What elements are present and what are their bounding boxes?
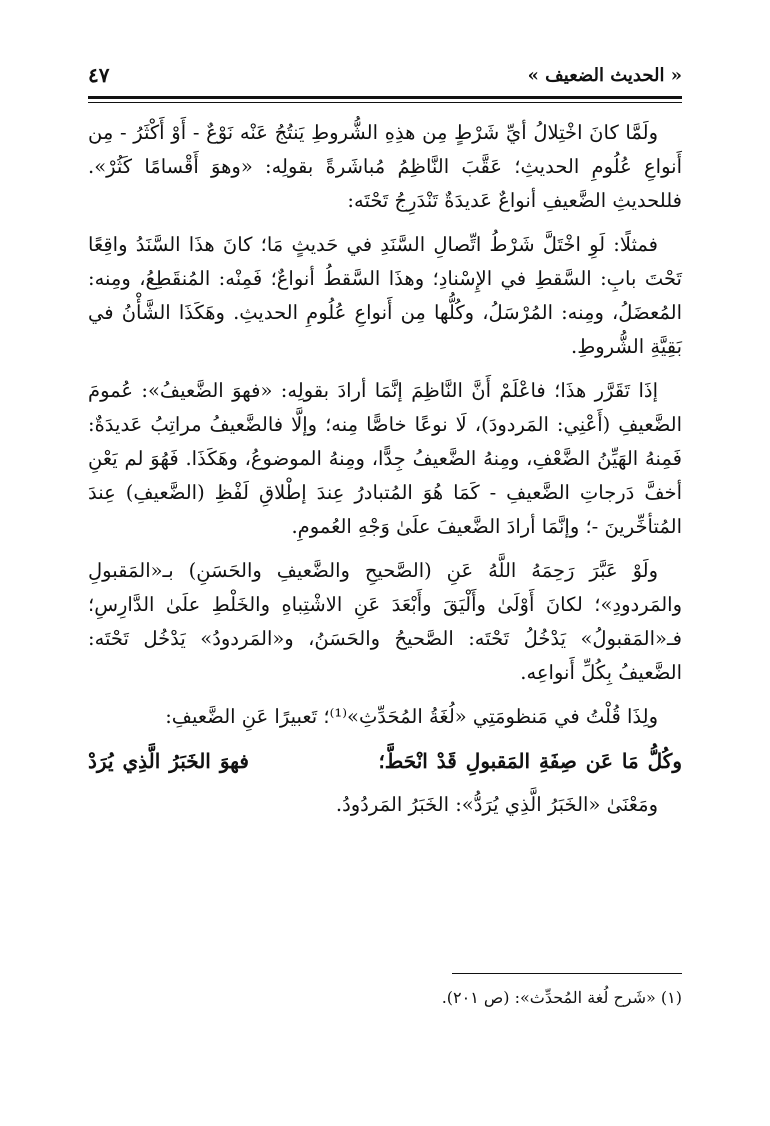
footnote: (١) «شَرح لُغة المُحدِّث»: (ص ٢٠١). (441, 988, 682, 1007)
verse-first-hemistich: وكُلُّ مَا عَن صِفَةِ المَقبولِ قَدْ انْحَطَّ؛ (378, 749, 682, 773)
paragraph: ولَمَّا كانَ اخْتِلالُ أيِّ شَرْطٍ مِن هذِهِ الشُّروطِ يَنتُجُ عَنْه نَوْعٌ - أَوْ أَكْثَرُ - مِن أَنواعِ عُلُومِ الحديثِ؛ عَقَّبَ النَّاظِمُ مُباشَرةً بقولِه: «وهوَ أَقْسامًا كَثُرْ». فللحديثِ الضَّعيفِ أنواعٌ عَديدَةٌ تَنْدَرِجُ تَحْتَه: (88, 121, 682, 212)
header-rule-thin (88, 102, 682, 103)
body-text (88, 116, 682, 832)
header-rule-thick (88, 96, 682, 99)
paragraph: فمثلًا: لَوِ اخْتَلَّ شَرْطُ اتِّصالِ السَّنَدِ في حَديثٍ مَا؛ كانَ هذَا السَّنَدُ واقِعًا تَحْتَ بابِ: السَّقطِ في الإِسْنادِ؛ وهذَا السَّقطُ أنواعٌ؛ فَمِنْه: المُنقَطِعُ، ومِنه: المُعضَلُ، ومِنه: المُرْسَلُ، وكُلُّها مِن أَنواعِ عُلُومِ الحديثِ. وهَكَذَا الشَّأْنُ في بَقِيَّةِ الشُّروطِ. (88, 233, 682, 358)
page-number: ٤٧ (88, 63, 110, 87)
paragraph: ولِذَا قُلْتُ في مَنظومَتِي «لُغَةُ المُحَدِّثِ»⁽¹⁾؛ تَعبيرًا عَنِ الضَّعيفِ: (165, 705, 658, 728)
running-title: « الحديث الضعيف » (527, 64, 682, 86)
paragraph: ولَوْ عَبَّرَ رَحِمَهُ اللَّهُ عَنِ (الصَّحيحِ والضَّعيفِ والحَسَنِ) بـ«المَقبولِ والمَردودِ»؛ لكانَ أَوْلَىٰ وأَلْيَقَ وأَبْعَدَ عَنِ الاشْتِباهِ والخَلْطِ علَىٰ الدَّارِسِ؛ فـ«المَقبولُ» يَدْخُلُ تَحْتَه: الصَّحيحُ والحَسَنُ، و«المَردودُ» يَدْخُل تَحْتَه: الضَّعيفُ بِكُلِّ أَنواعِه. (88, 559, 682, 684)
poem-verse (88, 744, 682, 778)
footnote-separator (452, 973, 682, 974)
paragraph: إذَا تَقَرَّر هذَا؛ فاعْلَمْ أَنَّ النَّاظِمَ إنَّمَا أرادَ بقولِه: «فهوَ الضَّعيفُ»: عُمومَ الضَّعيفِ (أَعْنِي: المَردودَ)، لَا نوعًا خاصًّا مِنه؛ وإلَّا فالضَّعيفُ مراتِبُ عَديدَةٌ: فَمِنهُ الهَيِّنُ الضَّعْفِ، ومِنهُ الضَّعيفُ جِدًّا، ومِنهُ الموضوعُ، وهَكَذَا. فَهُوَ لم يَعْنِ أخفَّ دَرجاتِ الضَّعيفِ - كَمَا هُوَ المُتبادرُ عِندَ إطْلاقِ لَفْظِ (الضَّعيفِ) عِندَ المُتأخِّرينَ -؛ وإنَّمَا أرادَ الضَّعيفَ علَىٰ وَجْهِ العُمومِ. (88, 379, 682, 538)
verse-second-hemistich: فهوَ الخَبَرُ الَّذِي يُرَدْ (88, 749, 249, 773)
page-header (88, 58, 682, 92)
closing-paragraph: ومَعْنَىٰ «الخَبَرُ الَّذِي يُرَدُّ»: الخَبَرُ المَردُودُ. (335, 793, 658, 816)
